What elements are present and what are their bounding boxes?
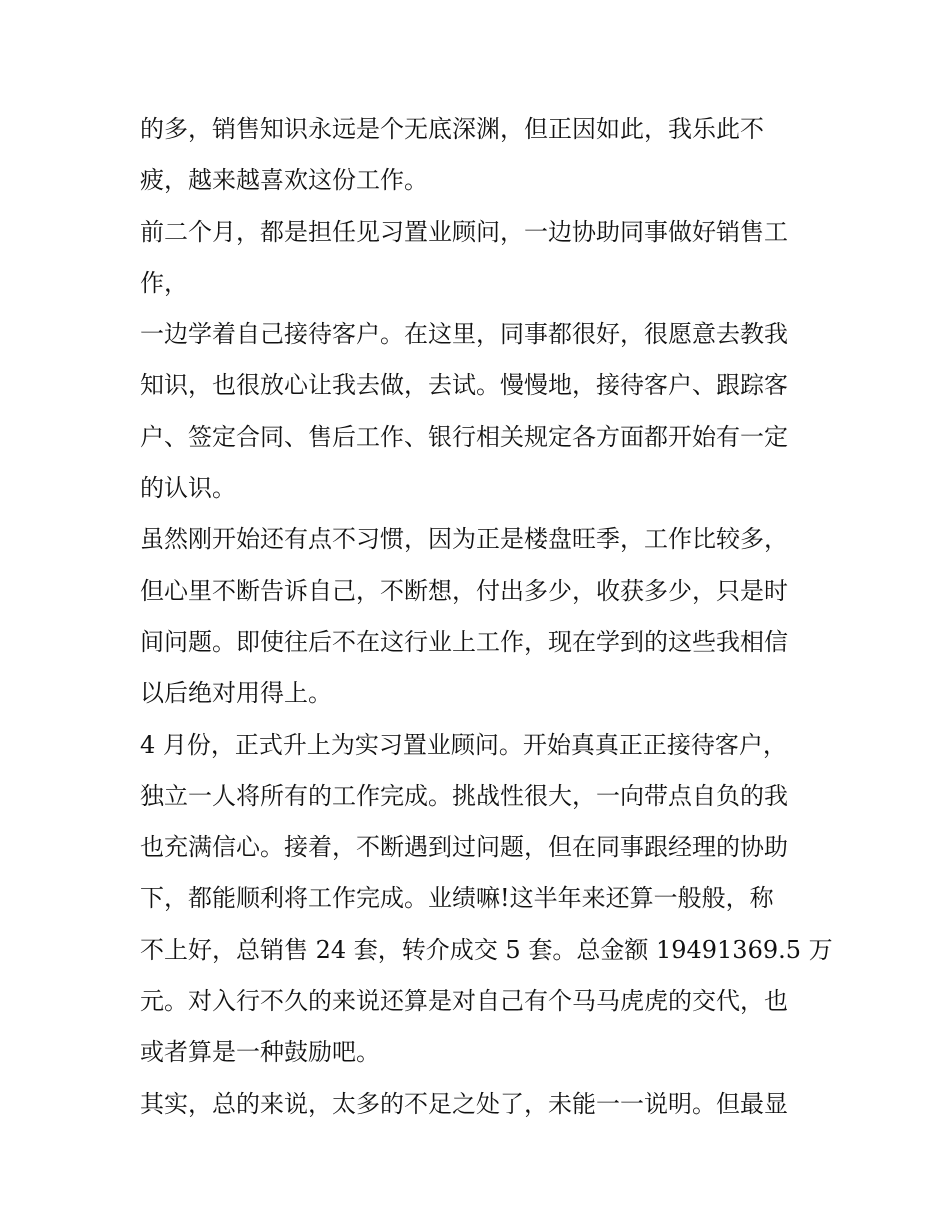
text-line: 其实，总的来说，太多的不足之处了，未能一一说明。但最显: [140, 1089, 788, 1118]
text-line: 独立一人将所有的工作完成。挑战性很大，一向带点自负的我: [140, 781, 788, 810]
text-line: 知识，也很放心让我去做，去试。慢慢地，接待客户、跟踪客: [140, 371, 788, 400]
text-line: 户、签定合同、售后工作、银行相关规定各方面都开始有一定: [140, 422, 788, 451]
text-line: 一边学着自己接待客户。在这里，同事都很好，很愿意去教我: [140, 320, 788, 349]
text-line: 或者算是一种鼓励吧。: [140, 1038, 380, 1067]
text-line: 以后绝对用得上。: [140, 679, 332, 708]
text-line: 的认识。: [140, 474, 236, 503]
text-line: 4 月份，正式升上为实习置业顾问。开始真真正正接待客户，: [140, 730, 787, 759]
text-line: 下，都能顺利将工作完成。业绩嘛!这半年来还算一般般，称: [140, 884, 774, 913]
text-line: 虽然刚开始还有点不习惯，因为正是楼盘旺季，工作比较多，: [140, 525, 788, 554]
text-line: 元。对入行不久的来说还算是对自己有个马马虎虎的交代，也: [140, 987, 788, 1016]
text-line: 不上好，总销售 24 套，转介成交 5 套。总金额 19491369.5 万: [140, 935, 833, 964]
body-text: [140, 104, 833, 1130]
text-line: 作，: [140, 268, 188, 297]
text-line: 前二个月，都是担任见习置业顾问，一边协助同事做好销售工: [140, 217, 788, 246]
text-line: 的多，销售知识永远是个无底深渊，但正因如此，我乐此不: [140, 115, 764, 143]
text-line: 但心里不断告诉自己，不断想，付出多少，收获多少，只是时: [140, 576, 788, 605]
text-line: 疲，越来越喜欢这份工作。: [140, 166, 428, 195]
text-line: 间问题。即使往后不在这行业上工作，现在学到的这些我相信: [140, 627, 788, 656]
text-line: 也充满信心。接着，不断遇到过问题，但在同事跟经理的协助: [140, 833, 788, 862]
